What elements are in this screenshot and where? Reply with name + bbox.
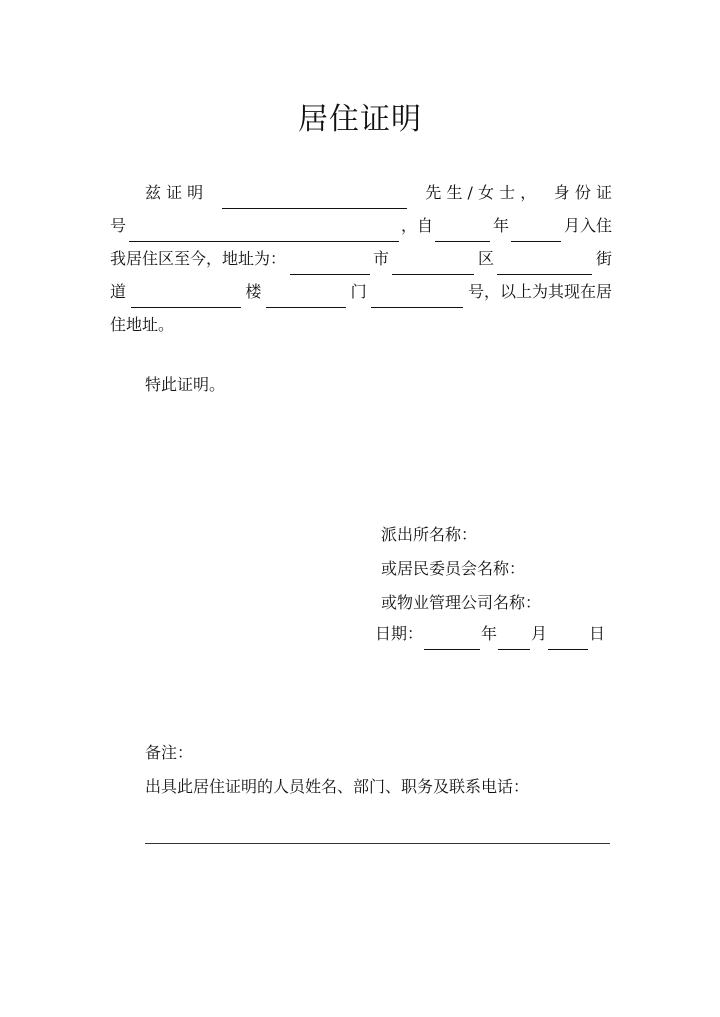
district-label: 区: [477, 249, 494, 268]
body-line-4: [110, 276, 612, 308]
street-label: 街: [595, 249, 612, 268]
date-day-label: 日: [589, 624, 606, 643]
id-number-label: 号: [110, 216, 127, 235]
move-in-month-blank[interactable]: [511, 221, 561, 242]
date-label: 日期：: [375, 624, 424, 643]
unit-blank[interactable]: [266, 287, 346, 308]
district-blank[interactable]: [392, 254, 474, 275]
body-line-5: 住地址。: [110, 315, 175, 334]
id-number-blank[interactable]: [129, 221, 399, 242]
property-company-name-label: 或物业管理公司名称：: [381, 593, 542, 612]
year-label: 年: [492, 216, 509, 235]
closing-text: 特此证明。: [145, 375, 226, 394]
number-blank[interactable]: [371, 287, 463, 308]
date-month-blank[interactable]: [498, 629, 530, 650]
date-day-blank[interactable]: [548, 629, 588, 650]
date-year-blank[interactable]: [424, 629, 480, 650]
body-line-3: [110, 243, 612, 275]
document-title: 居住证明: [298, 102, 422, 137]
notes-text: 出具此居住证明的人员姓名、部门、职务及联系电话：: [145, 777, 530, 796]
month-label: 月入住: [563, 216, 612, 235]
road-label: 道: [110, 282, 127, 301]
committee-name-label: 或居民委员会名称：: [381, 559, 526, 578]
city-blank[interactable]: [290, 254, 370, 275]
notes-label: 备注：: [145, 743, 194, 762]
number-label: 号，以上为其现在居: [467, 282, 612, 301]
gender-label: 先 生 / 女 士 ，: [425, 183, 537, 202]
city-label: 市: [372, 249, 389, 268]
since-label: ，自: [400, 216, 433, 235]
body-line-1: [110, 177, 612, 209]
body-line-2: [110, 210, 612, 242]
move-in-year-blank[interactable]: [435, 221, 490, 242]
building-label: 楼: [245, 282, 262, 301]
address-label: 我居住区至今，地址为：: [110, 249, 287, 268]
unit-label: 门: [350, 282, 367, 301]
building-blank[interactable]: [131, 287, 241, 308]
id-label: 身 份 证: [553, 183, 612, 202]
date-month-label: 月: [531, 624, 548, 643]
street-blank[interactable]: [497, 254, 592, 275]
notes-fill-line[interactable]: [145, 843, 610, 844]
date-line: [375, 618, 605, 650]
date-year-label: 年: [481, 624, 498, 643]
name-blank[interactable]: [222, 188, 407, 209]
certify-label: 兹 证 明: [145, 183, 204, 202]
police-station-name-label: 派出所名称：: [381, 525, 478, 544]
